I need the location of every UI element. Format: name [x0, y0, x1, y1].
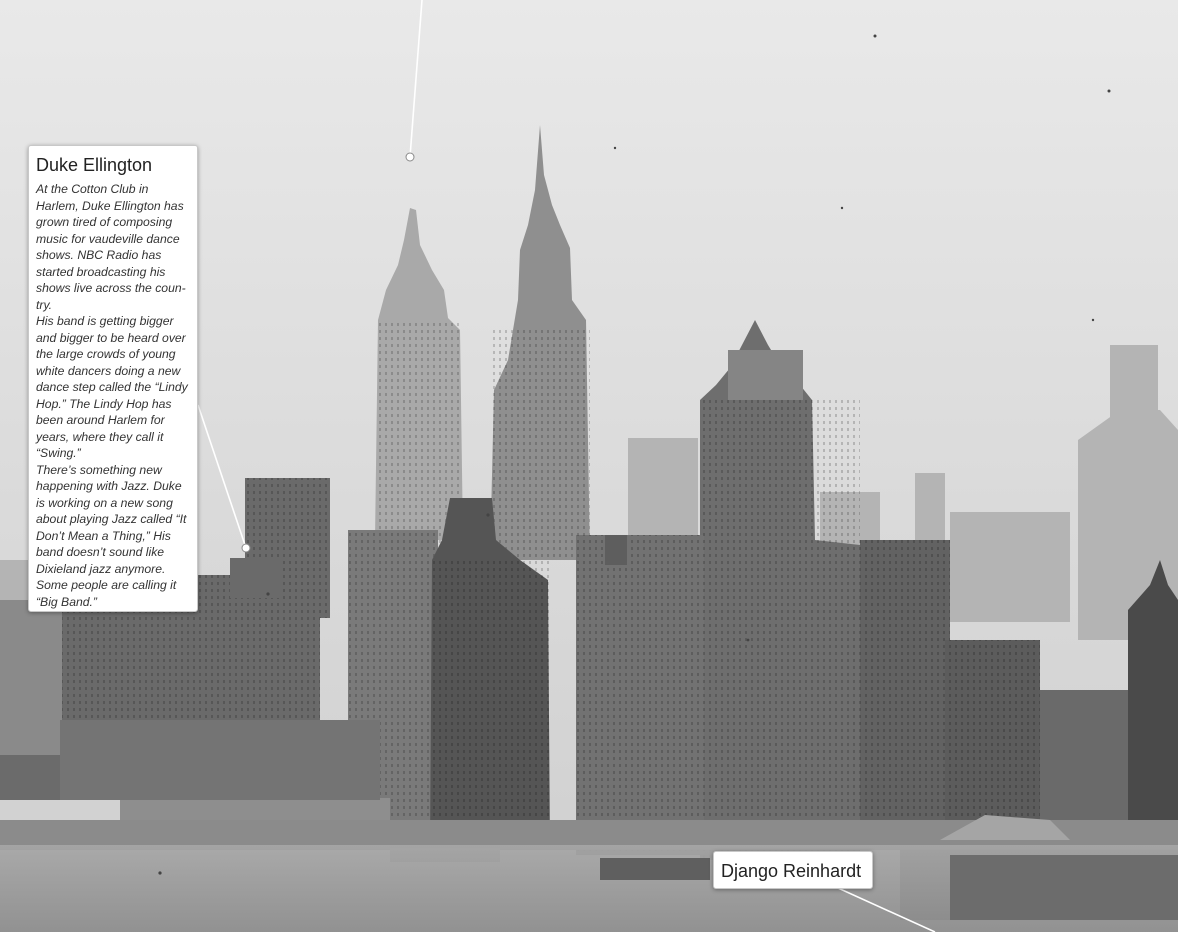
- anchor-empire-state: [406, 153, 414, 161]
- annotation-body: [36, 181, 190, 610]
- annotation-title: Duke Ellington: [36, 155, 153, 175]
- buildings-middle: [576, 535, 704, 855]
- annotation-card-django-reinhardt[interactable]: [713, 851, 873, 889]
- annotation-paragraph: At the Cotton Club in Harlem, Duke Ellington has grown tired of composing music for vaudeville dance shows. NBC Radio has started broadcasting his shows live across the country.: [36, 182, 186, 312]
- tower-right: [700, 320, 860, 860]
- annotation-card-duke-ellington[interactable]: [28, 145, 198, 612]
- annotation-paragraph: There’s something new happening with Jazz. Duke is working on a new song about playing Jazz called “It Don’t Mean a Thing,” His band doesn’t sound like Dixieland jazz anymore. Some people are calling it “Big Band.”: [36, 462, 187, 609]
- annotation-paragraph: His band is getting bigger and bigger to be heard over the large crowds of young white dancers doing a new dance step called the “Lindy Hop.” The Lindy Hop has been around Harlem for years, where they call it “Swing.”: [36, 314, 188, 460]
- annotation-title: Django Reinhardt: [721, 861, 862, 881]
- anchor-duke: [242, 544, 250, 552]
